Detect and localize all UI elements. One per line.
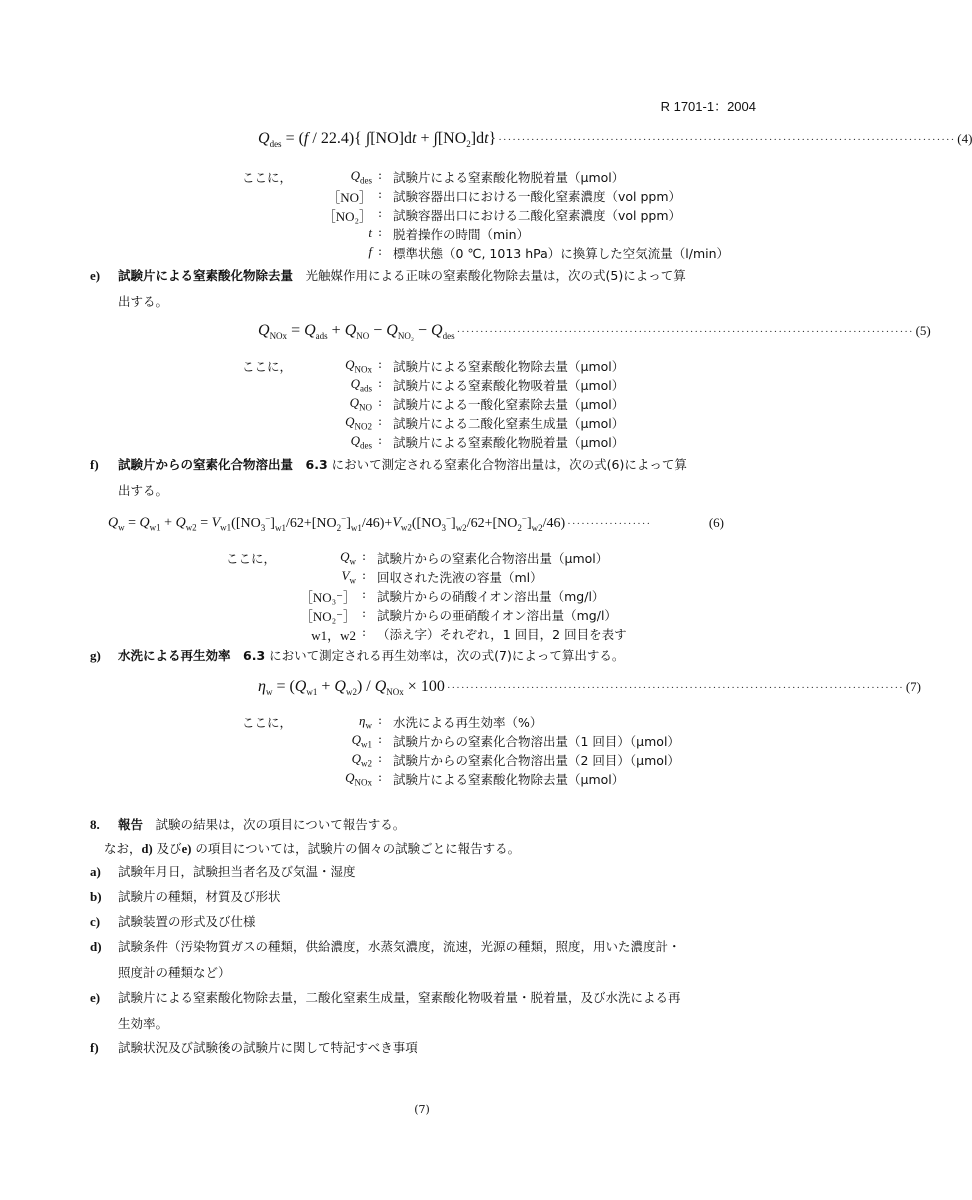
equation-7-formula: $\eta_w = (Q_{w1} + Q_{w2}) / Q_{NOx} \times 100$ [258,678,445,698]
equation-5: $Q_{NOx} = Q_{ads} + Q_{NO} - Q_{NO_2} - Q_{des}$ ·································································································· (5) [258,322,931,342]
equation-7: $\eta_w = (Q_{w1} + Q_{w2}) / Q_{NOx} \times 100$ ·································································································· (7) [258,678,921,698]
definition-text: 脱着操作の時間（min） [393,227,530,242]
section-8-note: なお，d) 及びe) の項目については，試験片の個々の試験ごとに報告する。 [104,841,521,856]
equation-5-formula: $Q_{NOx} = Q_{ads} + Q_{NO} - Q_{NO_2} - Q_{des}$ [258,322,455,342]
report-item: a) 試験年月日，試験担当者名及び気温・湿度 [90,864,356,879]
equation-4-formula: $Q_{des} = (f / 22.4)${ $\int[NO]dt + \int[NO_2]dt$} [258,130,497,150]
definition-text: 試験片による窒素酸化物除去量（μmol） [393,772,625,787]
symbol-q-w: $Q_w$ [340,549,356,567]
item-f-title: 試験片からの窒素化合物溶出量 [118,457,294,472]
where-label: ここに， [242,359,293,374]
report-item: f) 試験状況及び試験後の試験片に関して特記すべき事項 [90,1040,418,1055]
standard-number: R 1701-1：2004 [660,99,756,114]
report-item: e) 試験片による窒素酸化物除去量，二酸化窒素生成量，窒素酸化物吸着量・脱着量，及び水洗による再 生効率。 [90,990,681,1031]
definition-text: 試験片からの硝酸イオン溶出量（mg/l） [377,589,605,604]
item-g-title: 水洗による再生効率 [118,648,231,663]
where-label: ここに， [242,170,293,185]
section-8-title: 報告 [118,817,144,832]
definition-text: 試験片からの窒素化合物溶出量（2 回目）（μmol） [393,753,680,768]
report-item: c) 試験装置の形式及び仕様 [90,914,256,929]
symbol-t: t [368,225,372,240]
definition-text: 試験片による二酸化窒素生成量（μmol） [393,416,625,431]
symbol-v-w: $V_w$ [341,568,356,586]
symbol-q-no2: $Q_{NO2}$ [345,414,372,432]
item-g: g) 水洗による再生効率 6.3 において測定される再生効率は，次の式(7)によって算出する。 [90,648,625,663]
section-8-heading: 8. 報告 試験の結果は，次の項目について報告する。 [90,817,406,832]
definition-text: 水洗による再生効率（%） [393,715,543,730]
definition-text: （添え字）それぞれ，1 回目，2 回目を表す [377,627,627,642]
report-item: b) 試験片の種類，材質及び形状 [90,889,281,904]
symbol-q-ads: $Q_{ads}$ [350,376,372,394]
symbol-no: ［NO］ [327,190,372,205]
definition-text: 試験片からの窒素化合物溶出量（μmol） [377,551,609,566]
page-number: (7) [414,1103,430,1116]
definition-text: 標準状態（0 ℃, 1013 hPa）に換算した空気流量（l/min） [393,246,730,261]
symbol-q-w1: $Q_{w1}$ [351,732,372,750]
definition-text: 試験片による窒素酸化物脱着量（μmol） [393,435,625,450]
symbol-q-des: $Q_{des}$ [350,168,372,186]
where-label: ここに， [242,715,293,730]
item-e: e) 試験片による窒素酸化物除去量 光触媒作用による正味の窒素酸化物除去量は，次の式(5)によって算 出する。 [90,268,686,309]
equation-6-formula: $Q_w = Q_{w1} + Q_{w2} = V_{w1}([NO_3^-]_{w1}/62+[NO_2^-]_{w1}/46)+V_{w2}([NO_3^-]_{w2}/62+[NO_2^-]_{w2}/46)$ [108,513,566,533]
definition-text: 試験片による窒素酸化物除去量（μmol） [393,359,625,374]
symbol-w1-w2: w1，w2 [311,628,356,643]
symbol-q-nox: $Q_{NOx}$ [345,770,372,788]
symbol-no3-ion: ［NO₃⁻］ [299,590,356,605]
definition-text: 回収された洗液の容量（ml） [377,570,543,585]
equation-6-number: (6) [708,514,724,530]
definition-text: 試験容器出口における一酸化窒素濃度（vol ppm） [393,189,682,204]
equation-5-number: (5) [915,323,931,338]
definition-text: 試験片による一酸化窒素除去量（μmol） [393,397,625,412]
report-item: d) 試験条件（汚染物質ガスの種類，供給濃度，水蒸気濃度，流速，光源の種類，照度，用いた濃度計・ 照度計の種類など） [90,939,681,980]
symbol-no2-ion: ［NO₂⁻］ [299,609,356,624]
document-page: R 1701-1：2004 $Q_{des} = (f / 22.4)${ $\int[NO]dt + \int[NO_2]dt$} ·································································································· (4) ここに， $Q_{des}$ ［NO］ ［NO₂］ t f : : : : : 試験片による窒素酸化物脱着量（μmol） 試験容器出口における一酸化窒素濃度（vol ppm） 試験容器出口における二酸化窒素濃度（vol ppm） 脱着操作の時間（min） 標準状態（0 ℃, 1013 hPa）に換算した空気流量（l/min） e) 試験片による窒素酸化物除去量 光触媒作用による正味の窒素酸化物除去量は，次の式(5)によって算 出する。 $Q_{NOx} = Q_{ads} + Q_{NO} - Q_{NO_2} - Q_{des}$ ·································································································· (5) ここに， $Q_{NOx}$ $Q_{ads}$ $Q_{NO}$ $Q_{NO2}$ $Q_{des}$ : : : : : 試験片による窒素酸化物除去量（μmol） 試験片による窒素酸化物吸着量（μmol） 試験片による一酸化窒素除去量（μmol） 試験片による二酸化窒素生成量（μmol） 試験片による窒素酸化物脱着量（μmol） f) 試験片からの窒素化合物溶出量 6.3 において測定される窒素化合物溶出量は，次の式(6)によって算 出する。 $Q_w = Q_{w1} + Q_{w2} = V_{w1}([NO_3^-]_{w1}/62+[NO_2^-]_{w1}/46)+V_{w2}([NO_3^-]_{w2}/62+[NO_2^-]_{w2}/46)$ ·················· (6) ここに， $Q_w$ $V_w$ ［NO₃⁻］ ［NO₂⁻］ w1，w2 : : : : : 試験片からの窒素化合物溶出量（μmol） 回収された洗液の容量（ml） 試験片からの硝酸イオン溶出量（mg/l） 試験片からの亜硝酸イオン溶出量（mg/l） （添え字）それぞれ，1 回目，2 回目を表す g) 水洗による再生効率 6.3 において測定される再生効率は，次の式(7)によって算出する。 $\eta_w = (Q_{w1} + Q_{w2}) / Q_{NOx} \times 100$ ·································································································· (7) ここに， $\eta_w$ $Q_{w1}$ $Q_{w2}$ $Q_{NOx}$ : : : : 水洗による再生効率（%） 試験片からの窒素化合物溶出量（1 回目）（μmol） 試験片からの窒素化合物溶出量（2 回目）（μmol） 試験片による窒素酸化物除去量（μmol） 8. 報告 試験の結果は，次の項目について報告する。 なお，d) 及びe) の項目については，試験片の個々の試験ごとに報告する。 a) 試験年月日，試験担当者名及び気温・湿度 b) 試験片の種類，材質及び形状 c) 試験装置の形式及び仕様 d) 試験条件（汚染物質ガスの種類，供給濃度，水蒸気濃度，流速，光源の種類，照度，用いた濃度計・ 照度計の種類など） e) 試験片による窒素酸化物除去量，二酸化窒素生成量，窒素酸化物吸着量・脱着量，及び水洗による再 生効率。 f) 試験状況及び試験後の試験片に関して特記すべき事項 (7) [0,0,844,1200]
definition-text: 試験片による窒素酸化物脱着量（μmol） [393,170,625,185]
symbol-q-nox: $Q_{NOx}$ [345,357,372,375]
item-e-title: 試験片による窒素酸化物除去量 [118,268,294,283]
equation-4-number: (4) [957,131,972,146]
equation-7-number: (7) [905,679,921,694]
definition-text: 試験片による窒素酸化物吸着量（μmol） [393,378,625,393]
where-label: ここに， [226,551,277,566]
symbol-no2: ［NO₂］ [322,209,372,224]
definition-text: 試験片からの亜硝酸イオン溶出量（mg/l） [377,608,617,623]
symbol-q-no: $Q_{NO}$ [349,395,372,413]
symbol-q-w2: $Q_{w2}$ [351,751,372,769]
definition-text: 試験容器出口における二酸化窒素濃度（vol ppm） [393,208,682,223]
symbol-q-des: $Q_{des}$ [350,433,372,451]
equation-4: $Q_{des} = (f / 22.4)${ $\int[NO]dt + \int[NO_2]dt$} ·································································································· (4) [258,130,972,150]
symbol-f: f [368,244,372,259]
equation-6: $Q_w = Q_{w1} + Q_{w2} = V_{w1}([NO_3^-]_{w1}/62+[NO_2^-]_{w1}/46)+V_{w2}([NO_3^-]_{w2}/62+[NO_2^-]_{w2}/46)$ ·················· (6) [108,513,724,533]
item-f: f) 試験片からの窒素化合物溶出量 6.3 において測定される窒素化合物溶出量は，次の式(6)によって算 出する。 [90,457,687,498]
definition-text: 試験片からの窒素化合物溶出量（1 回目）（μmol） [393,734,680,749]
symbol-eta-w: $\eta_w$ [359,713,372,731]
